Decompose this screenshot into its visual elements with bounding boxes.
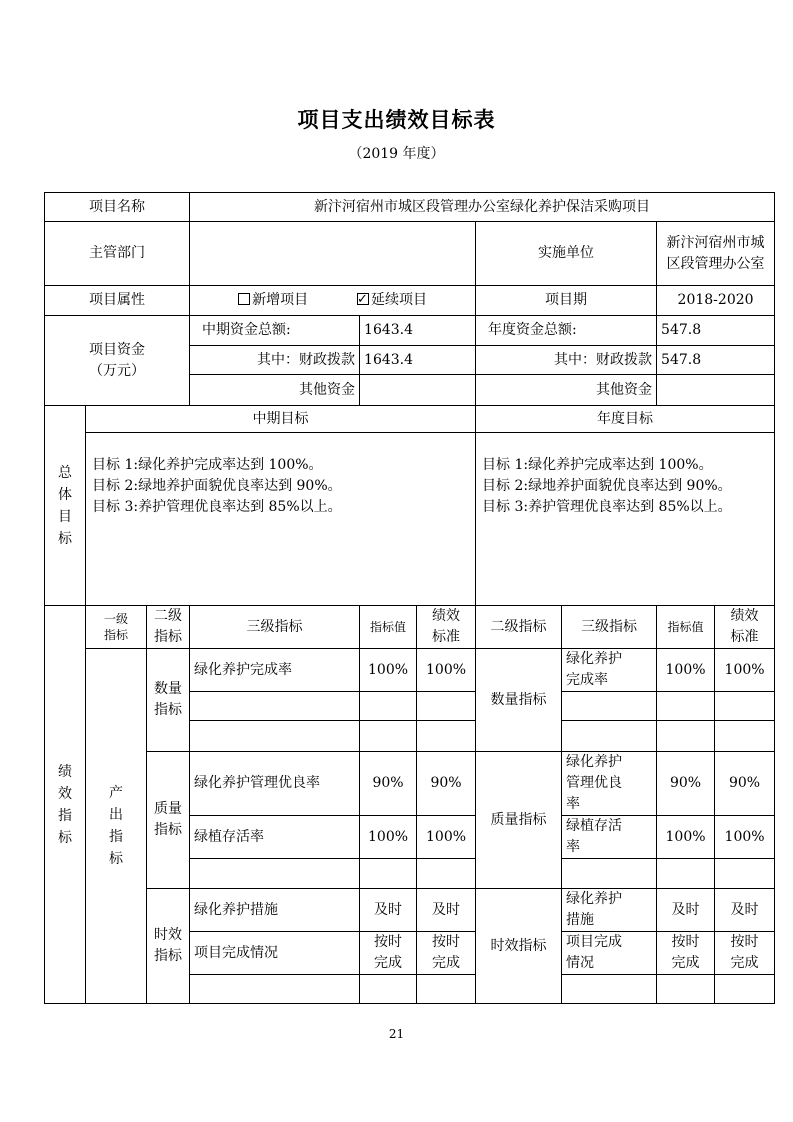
indicator-standard — [417, 692, 476, 721]
indicator-value — [360, 859, 417, 889]
checkbox-new[interactable] — [238, 293, 250, 305]
indicator-standard: 100% — [417, 649, 476, 692]
indicator-standard: 及时 — [417, 889, 476, 932]
dept-label: 主管部门 — [45, 222, 190, 286]
r-indicator-standard: 及时 — [715, 889, 775, 932]
mid-goal-header: 中期目标 — [86, 406, 476, 433]
header-level1: 一级 指标 — [86, 606, 147, 649]
checkbox-continued[interactable] — [357, 293, 369, 305]
r-timeliness-label: 时效指标 — [476, 889, 562, 1004]
annual-other-label: 其他资金 — [476, 375, 657, 406]
indicator-standard: 90% — [417, 752, 476, 816]
r-indicator-name: 绿化养护 管理优良 率 — [562, 752, 657, 816]
indicator-name: 绿化养护管理优良率 — [190, 752, 360, 816]
row-goals-header — [45, 406, 775, 433]
annual-total-label: 年度资金总额: — [476, 316, 657, 346]
r-indicator-value — [657, 692, 715, 721]
r-indicator-name: 绿化养护 措施 — [562, 889, 657, 932]
table-row — [45, 752, 775, 816]
mid-total-value: 1643.4 — [360, 316, 476, 346]
quality-label: 质量 指标 — [147, 752, 190, 889]
dept-value — [190, 222, 476, 286]
indicator-standard — [417, 975, 476, 1004]
header-r-level2: 二级指标 — [476, 606, 562, 649]
row-project-name — [45, 193, 775, 222]
page-subtitle: （2019 年度） — [348, 146, 445, 162]
r-indicator-standard — [715, 975, 775, 1004]
indicator-value — [360, 975, 417, 1004]
indicator-name: 绿植存活率 — [190, 816, 360, 859]
mid-goal-item: 目标 1:绿化养护完成率达到 100%。 — [92, 457, 323, 473]
annual-goal-item: 目标 1:绿化养护完成率达到 100%。 — [482, 457, 713, 473]
table-row — [45, 649, 775, 692]
indicators-label: 绩 效 指 标 — [45, 606, 86, 1004]
level1-output-label: 产 出 指 标 — [86, 649, 147, 1004]
annual-goal-header: 年度目标 — [476, 406, 775, 433]
r-indicator-name — [562, 692, 657, 721]
indicator-name — [190, 721, 360, 752]
row-department — [45, 222, 775, 286]
mid-fiscal-label: 其中：财政拨款 — [190, 346, 360, 375]
indicator-name — [190, 692, 360, 721]
annual-goal-list — [476, 433, 775, 606]
project-name-label: 项目名称 — [45, 193, 190, 222]
r-indicator-value — [657, 975, 715, 1004]
indicator-value: 100% — [360, 816, 417, 859]
project-name-value: 新汴河宿州市城区段管理办公室绿化养护保洁采购项目 — [190, 193, 775, 222]
table-row — [45, 889, 775, 932]
annual-goal-item: 目标 2:绿地养护面貌优良率达到 90%。 — [482, 478, 732, 494]
r-indicator-standard: 100% — [715, 649, 775, 692]
indicator-value: 及时 — [360, 889, 417, 932]
page-title: 项目支出绩效目标表 — [297, 108, 496, 132]
r-indicator-name — [562, 859, 657, 889]
row-funds-total — [45, 316, 775, 346]
indicator-value: 按时 完成 — [360, 932, 417, 975]
r-indicator-standard: 按时 完成 — [715, 932, 775, 975]
r-indicator-value: 90% — [657, 752, 715, 816]
indicator-value — [360, 721, 417, 752]
funds-label: 项目资金 （万元） — [45, 316, 190, 406]
annual-other-value — [657, 375, 775, 406]
attr-new-label: 新增项目 — [252, 292, 309, 308]
attr-cont-label: 延续项目 — [370, 292, 427, 308]
r-indicator-standard — [715, 721, 775, 752]
page-number: 21 — [388, 1027, 405, 1041]
indicator-standard — [417, 721, 476, 752]
impl-unit-value: 新汴河宿州市城区段管理办公室 — [657, 222, 775, 286]
mid-goal-item: 目标 3:养护管理优良率达到 85%以上。 — [92, 499, 342, 515]
mid-other-value — [360, 375, 476, 406]
indicator-value: 90% — [360, 752, 417, 816]
r-indicator-value: 按时 完成 — [657, 932, 715, 975]
indicator-name: 项目完成情况 — [190, 932, 360, 975]
row-goals-body — [45, 433, 775, 606]
r-indicator-name: 绿植存活 率 — [562, 816, 657, 859]
r-indicator-name — [562, 975, 657, 1004]
indicator-name: 绿化养护措施 — [190, 889, 360, 932]
r-quality-label: 质量指标 — [476, 752, 562, 889]
annual-total-value: 547.8 — [657, 316, 775, 346]
period-label: 项目期 — [476, 286, 657, 316]
indicator-value — [360, 692, 417, 721]
quantity-label: 数量 指标 — [147, 649, 190, 752]
indicator-standard — [417, 859, 476, 889]
mid-goal-item: 目标 2:绿地养护面貌优良率达到 90%。 — [92, 478, 342, 494]
goals-label: 总 体 目 标 — [45, 406, 86, 606]
indicator-name: 绿化养护完成率 — [190, 649, 360, 692]
r-indicator-standard: 90% — [715, 752, 775, 816]
mid-goal-list — [86, 433, 476, 606]
r-indicator-name — [562, 721, 657, 752]
r-quantity-label: 数量指标 — [476, 649, 562, 752]
header-r-level3: 三级指标 — [562, 606, 657, 649]
r-indicator-value: 及时 — [657, 889, 715, 932]
header-r-value: 指标值 — [657, 606, 715, 649]
attr-label: 项目属性 — [45, 286, 190, 316]
annual-fiscal-value: 547.8 — [657, 346, 775, 375]
mid-total-label: 中期资金总额: — [190, 316, 360, 346]
header-level2: 二级 指标 — [147, 606, 190, 649]
performance-table — [44, 192, 775, 1004]
indicator-name — [190, 975, 360, 1004]
indicator-value: 100% — [360, 649, 417, 692]
header-standard: 绩效 标准 — [417, 606, 476, 649]
mid-fiscal-value: 1643.4 — [360, 346, 476, 375]
row-indicator-header — [45, 606, 775, 649]
impl-unit-label: 实施单位 — [476, 222, 657, 286]
indicator-standard: 100% — [417, 816, 476, 859]
annual-fiscal-label: 其中：财政拨款 — [476, 346, 657, 375]
r-indicator-value — [657, 721, 715, 752]
r-indicator-standard — [715, 859, 775, 889]
r-indicator-name: 项目完成 情况 — [562, 932, 657, 975]
indicator-name — [190, 859, 360, 889]
annual-goal-item: 目标 3:养护管理优良率达到 85%以上。 — [482, 499, 732, 515]
r-indicator-name: 绿化养护 完成率 — [562, 649, 657, 692]
period-value: 2018-2020 — [657, 286, 775, 316]
r-indicator-value: 100% — [657, 816, 715, 859]
row-attributes — [45, 286, 775, 316]
mid-other-label: 其他资金 — [190, 375, 360, 406]
r-indicator-standard — [715, 692, 775, 721]
header-value: 指标值 — [360, 606, 417, 649]
timeliness-label: 时效 指标 — [147, 889, 190, 1004]
r-indicator-value: 100% — [657, 649, 715, 692]
indicator-standard: 按时 完成 — [417, 932, 476, 975]
header-level3: 三级指标 — [190, 606, 360, 649]
attr-options — [190, 286, 476, 316]
header-r-standard: 绩效 标准 — [715, 606, 775, 649]
r-indicator-standard: 100% — [715, 816, 775, 859]
r-indicator-value — [657, 859, 715, 889]
